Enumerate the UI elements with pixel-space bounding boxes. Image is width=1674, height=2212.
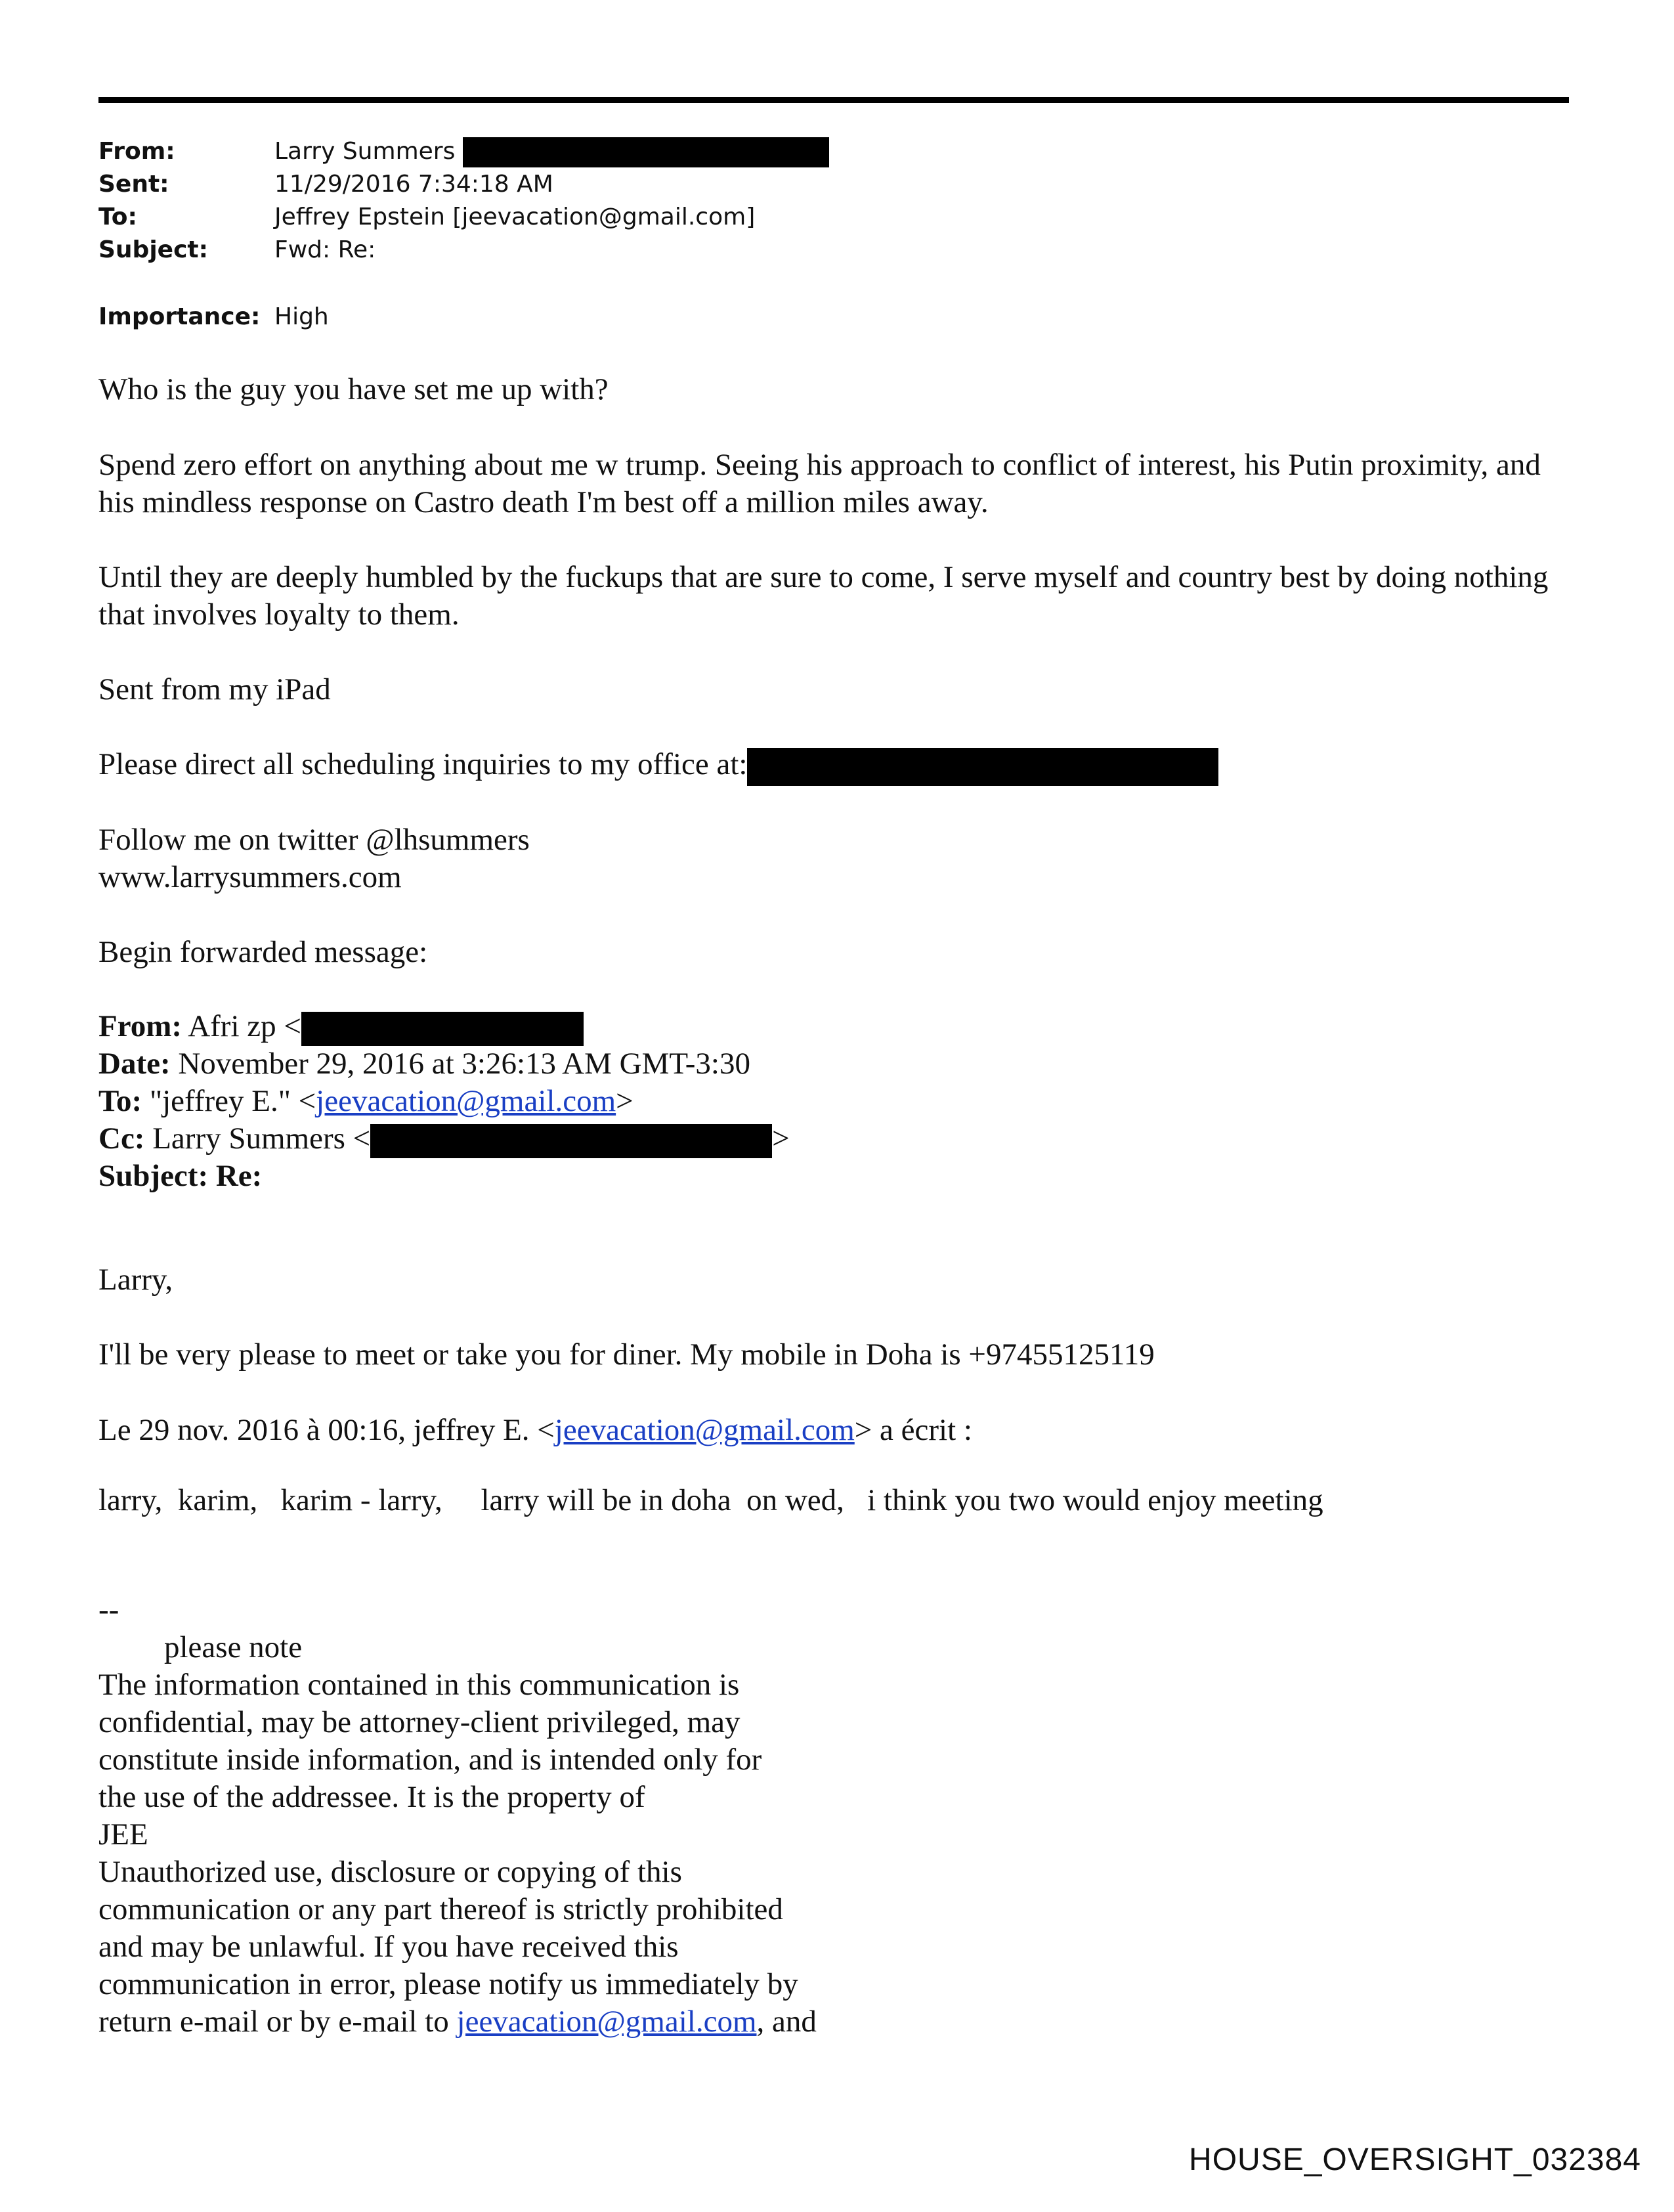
redaction-block: [463, 137, 829, 167]
quote-email-link[interactable]: jeevacation@gmail.com: [554, 1413, 855, 1447]
to-label: To:: [98, 204, 137, 230]
disclaimer-line: and may be unlawful. If you have received this: [98, 1930, 679, 1964]
disclaimer-line: communication in error, please notify us immediately by: [98, 1967, 798, 2001]
subject-label: Subject:: [98, 236, 209, 263]
fwd-from-label: From:: [98, 1009, 182, 1043]
fwd-subject-label: Subject: Re:: [98, 1159, 263, 1193]
fwd-date-label: Date:: [98, 1047, 171, 1081]
fwd-cc-suffix: >: [772, 1121, 790, 1156]
disclaimer-line: confidential, may be attorney-client privileged, may: [98, 1705, 740, 1739]
bates-number: HOUSE_OVERSIGHT_032384: [1189, 2142, 1641, 2177]
signature-dashes: --: [98, 1593, 119, 1627]
disclaimer-email-link[interactable]: jeevacation@gmail.com: [456, 2005, 757, 2039]
fwd-date-line: [98, 1045, 750, 1083]
fwd-subject-line: [98, 1158, 262, 1195]
header-divider: [98, 97, 1569, 103]
disclaimer-line: the use of the addressee. It is the property of: [98, 1780, 645, 1814]
twitter-line: Follow me on twitter @lhsummers: [98, 823, 530, 857]
reply-greeting: Larry,: [98, 1263, 173, 1297]
reply-message: I'll be very please to meet or take you for diner. My mobile in Doha is +97455125119: [98, 1337, 1155, 1372]
fwd-to-line: [98, 1083, 633, 1120]
disclaimer-last-prefix: return e-mail or by e-mail to: [98, 2005, 457, 2039]
disclaimer-block: [98, 1666, 817, 2041]
disclaimer-line: constitute inside information, and is intended only for: [98, 1743, 762, 1777]
redaction-block: [747, 748, 1218, 786]
fwd-to-email-link[interactable]: jeevacation@gmail.com: [316, 1084, 616, 1118]
importance-label: Importance:: [98, 303, 261, 330]
to-value: Jeffrey Epstein [jeevacation@gmail.com]: [274, 204, 756, 230]
quote-header-line: [98, 1412, 972, 1449]
redaction-block: [301, 1012, 584, 1046]
disclaimer-line: communication or any part thereof is strictly prohibited: [98, 1892, 783, 1926]
fwd-cc-prefix: Larry Summers <: [152, 1121, 371, 1156]
quote-suffix: > a écrit :: [854, 1413, 972, 1447]
fwd-from-line: [98, 1008, 584, 1046]
from-value: [274, 135, 829, 168]
fwd-to-prefix: "jeffrey E." <: [149, 1084, 316, 1118]
from-name: Larry Summers: [274, 138, 456, 165]
fwd-to-label: To:: [98, 1084, 142, 1118]
disclaimer-last-line: [98, 2003, 817, 2041]
begin-forwarded-line: Begin forwarded message:: [98, 935, 428, 969]
sent-value: 11/29/2016 7:34:18 AM: [274, 171, 553, 198]
body-paragraph-3: Until they are deeply humbled by the fuckups that are sure to come, I serve myself and country best by doing nothing that involves loyalty to them.: [98, 560, 1549, 632]
fwd-from-value: Afri zp <: [188, 1009, 301, 1043]
scheduling-text: Please direct all scheduling inquiries to my office at:: [98, 747, 748, 781]
scheduling-line: [98, 746, 1218, 786]
importance-value: High: [274, 303, 329, 330]
disclaimer-line: The information contained in this communication is: [98, 1668, 740, 1702]
body-paragraph-1: Who is the guy you have set me up with?: [98, 372, 609, 406]
fwd-to-suffix: >: [616, 1084, 633, 1118]
fwd-cc-line: [98, 1120, 790, 1158]
please-note: please note: [164, 1630, 303, 1664]
fwd-date-value: November 29, 2016 at 3:26:13 AM GMT-3:30: [178, 1047, 750, 1081]
website-line: www.larrysummers.com: [98, 860, 402, 894]
redaction-block: [370, 1124, 772, 1158]
sent-label: Sent:: [98, 171, 169, 198]
from-label: From:: [98, 138, 175, 165]
fwd-cc-label: Cc:: [98, 1121, 145, 1156]
sent-from-line: Sent from my iPad: [98, 672, 331, 706]
disclaimer-line: Unauthorized use, disclosure or copying of this: [98, 1855, 682, 1889]
body-paragraph-2: Spend zero effort on anything about me w trump. Seeing his approach to conflict of interest, his Putin proximity, and his mindless response on Castro death I'm best off a million miles away.: [98, 448, 1541, 519]
disclaimer-line: JEE: [98, 1817, 148, 1852]
subject-value: Fwd: Re:: [274, 236, 376, 263]
disclaimer-last-suffix: , and: [756, 2005, 817, 2039]
quote-prefix: Le 29 nov. 2016 à 00:16, jeffrey E. <: [98, 1413, 555, 1447]
intro-line: larry, karim, karim - larry, larry will be in doha on wed, i think you two would enjoy meeting: [98, 1483, 1323, 1517]
